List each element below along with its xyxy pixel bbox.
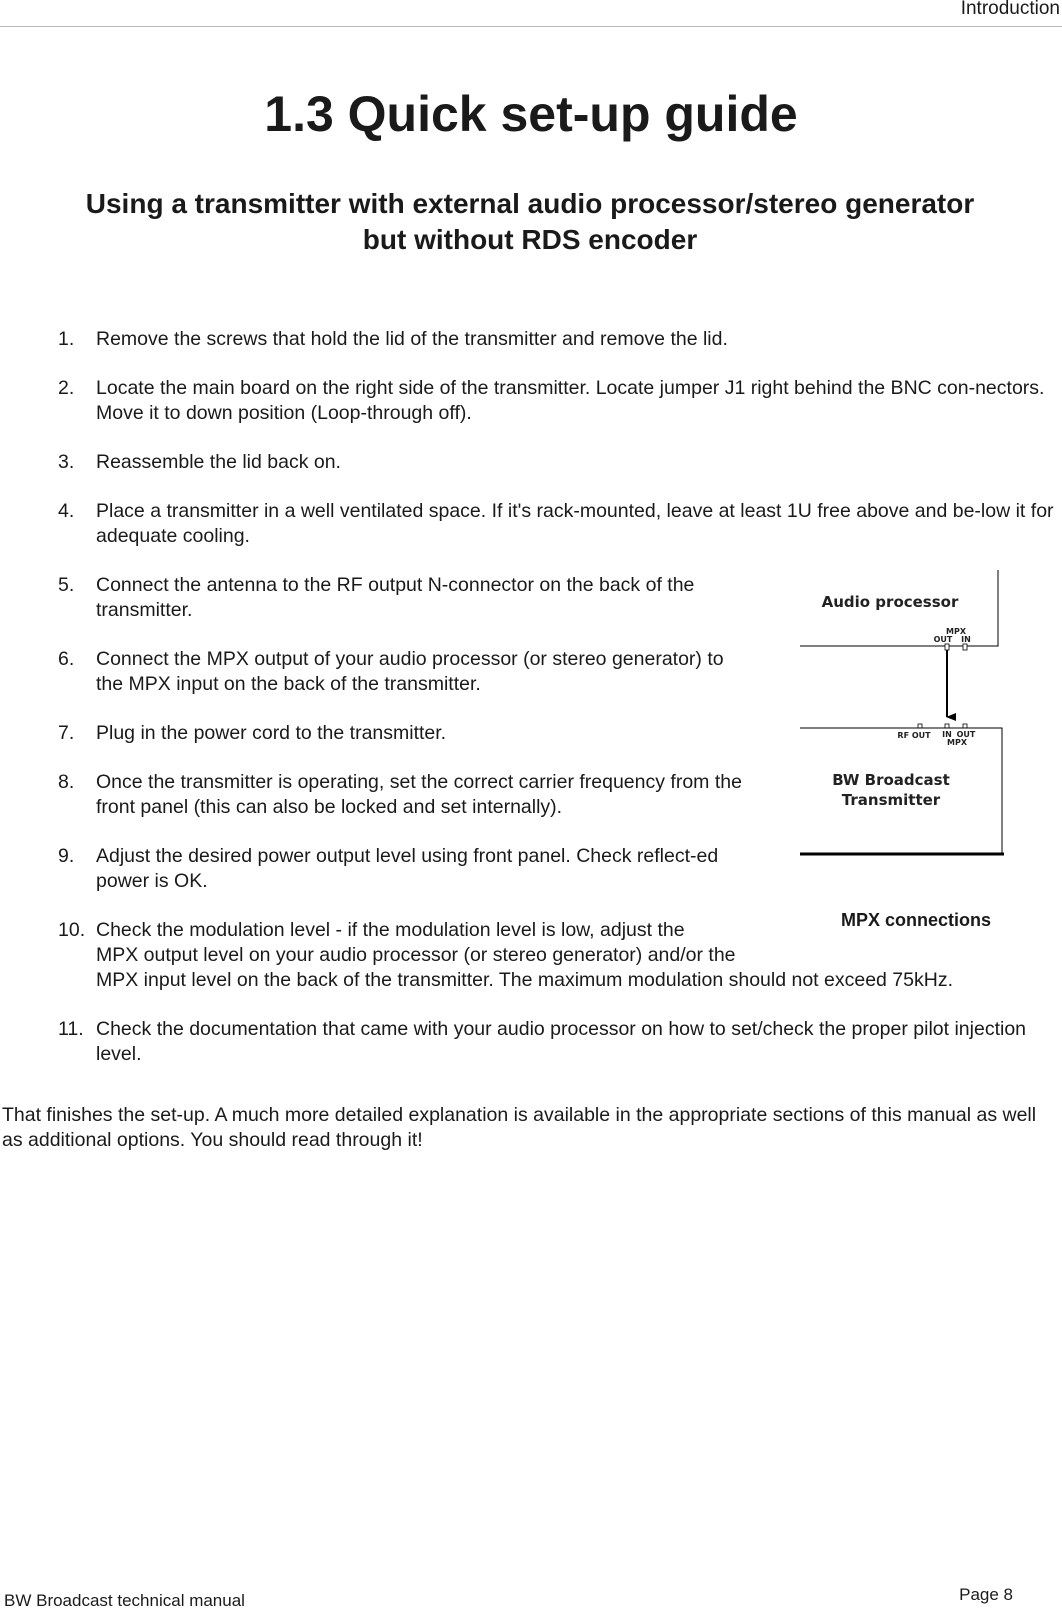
step-text: Remove the screws that hold the lid of the transmitter and remove the lid. — [96, 328, 728, 350]
step-text: Reassemble the lid back on. — [96, 451, 341, 473]
step-number: 6. — [58, 648, 75, 670]
rf-out-label: RF OUT — [897, 731, 931, 740]
list-item — [58, 499, 1058, 549]
processor-mpx-label: MPX — [946, 627, 966, 636]
step-text: Adjust the desired power output level using front panel. Check reflect-ed power is OK. — [96, 845, 719, 892]
section-subtitle — [40, 186, 1020, 258]
step-text: Plug in the power cord to the transmitter. — [96, 722, 447, 744]
step-number: 7. — [58, 722, 75, 744]
list-item — [58, 450, 1058, 475]
transmitter-box — [800, 724, 1004, 854]
list-item — [58, 376, 1058, 426]
step-number: 10. — [58, 919, 86, 941]
step-number: 3. — [58, 451, 75, 473]
header-section-title: Introduction — [960, 0, 1060, 19]
step-number: 11. — [58, 1018, 84, 1040]
subtitle-line-1: Using a transmitter with external audio processor/stereo generator — [85, 188, 975, 219]
tx-mpx-label: MPX — [947, 738, 967, 747]
tx-in-label: IN — [942, 730, 952, 739]
step-text: Place a transmitter in a well ventilated space. If it's rack-mounted, leave at least 1U free above and be-low it for adequate cooling. — [96, 500, 1054, 547]
header-divider — [0, 26, 1062, 27]
step-number: 1. — [58, 328, 75, 350]
audio-processor-box — [800, 570, 1012, 650]
list-item — [58, 1017, 1058, 1067]
page-title: 1.3 Quick set-up guide — [264, 86, 798, 142]
step-text-line-3: MPX input level on the back of the transmitter. The maximum modulation should not exceed 75kHz. — [96, 969, 954, 991]
subtitle-line-2: but without RDS encoder — [362, 224, 698, 255]
step-number: 5. — [58, 574, 75, 596]
step-number: 9. — [58, 845, 75, 867]
transmitter-label-line-2: Transmitter — [841, 791, 941, 809]
step-text: Connect the antenna to the RF output N-connector on the back of the transmitter. — [96, 574, 695, 621]
step-number: 8. — [58, 771, 75, 793]
processor-in-connector — [963, 644, 967, 650]
transmitter-label-line-1: BW Broadcast — [832, 771, 950, 789]
mpx-connection-diagram — [800, 570, 1040, 910]
list-item — [58, 327, 1058, 352]
step-text: Locate the main board on the right side of the transmitter. Locate jumper J1 right behind the BNC con-nectors. Move it to down position (Loop-through off). — [96, 377, 1045, 424]
tx-out-label: OUT — [956, 730, 976, 739]
step-text-line-1: Check the modulation level - if the modulation level is low, adjust the — [96, 919, 685, 941]
processor-out-label: OUT — [933, 635, 953, 644]
step-text: Once the transmitter is operating, set the correct carrier frequency from the front panel (this can also be locked and set internally). — [96, 771, 742, 818]
closing-paragraph: That finishes the set-up. A much more detailed explanation is available in the appropriate sections of this manual as well as additional options. You should read through it! — [2, 1104, 1037, 1151]
step-number: 2. — [58, 377, 75, 399]
footer-manual-name: BW Broadcast technical manual — [4, 1591, 245, 1610]
diagram-caption: MPX connections — [840, 910, 992, 930]
step-text: Connect the MPX output of your audio processor (or stereo generator) to the MPX input on the back of the transmitter. — [96, 648, 724, 695]
footer-page-number: Page 8 — [959, 1585, 1013, 1604]
processor-in-label: IN — [961, 635, 971, 644]
step-text: Check the documentation that came with your audio processor on how to set/check the proper pilot injection level. — [96, 1018, 1027, 1065]
step-number: 4. — [58, 500, 75, 522]
processor-out-connector — [945, 644, 949, 650]
step-text-line-2: MPX output level on your audio processor (or stereo generator) and/or the — [96, 944, 736, 966]
processor-label: Audio processor — [821, 593, 959, 611]
